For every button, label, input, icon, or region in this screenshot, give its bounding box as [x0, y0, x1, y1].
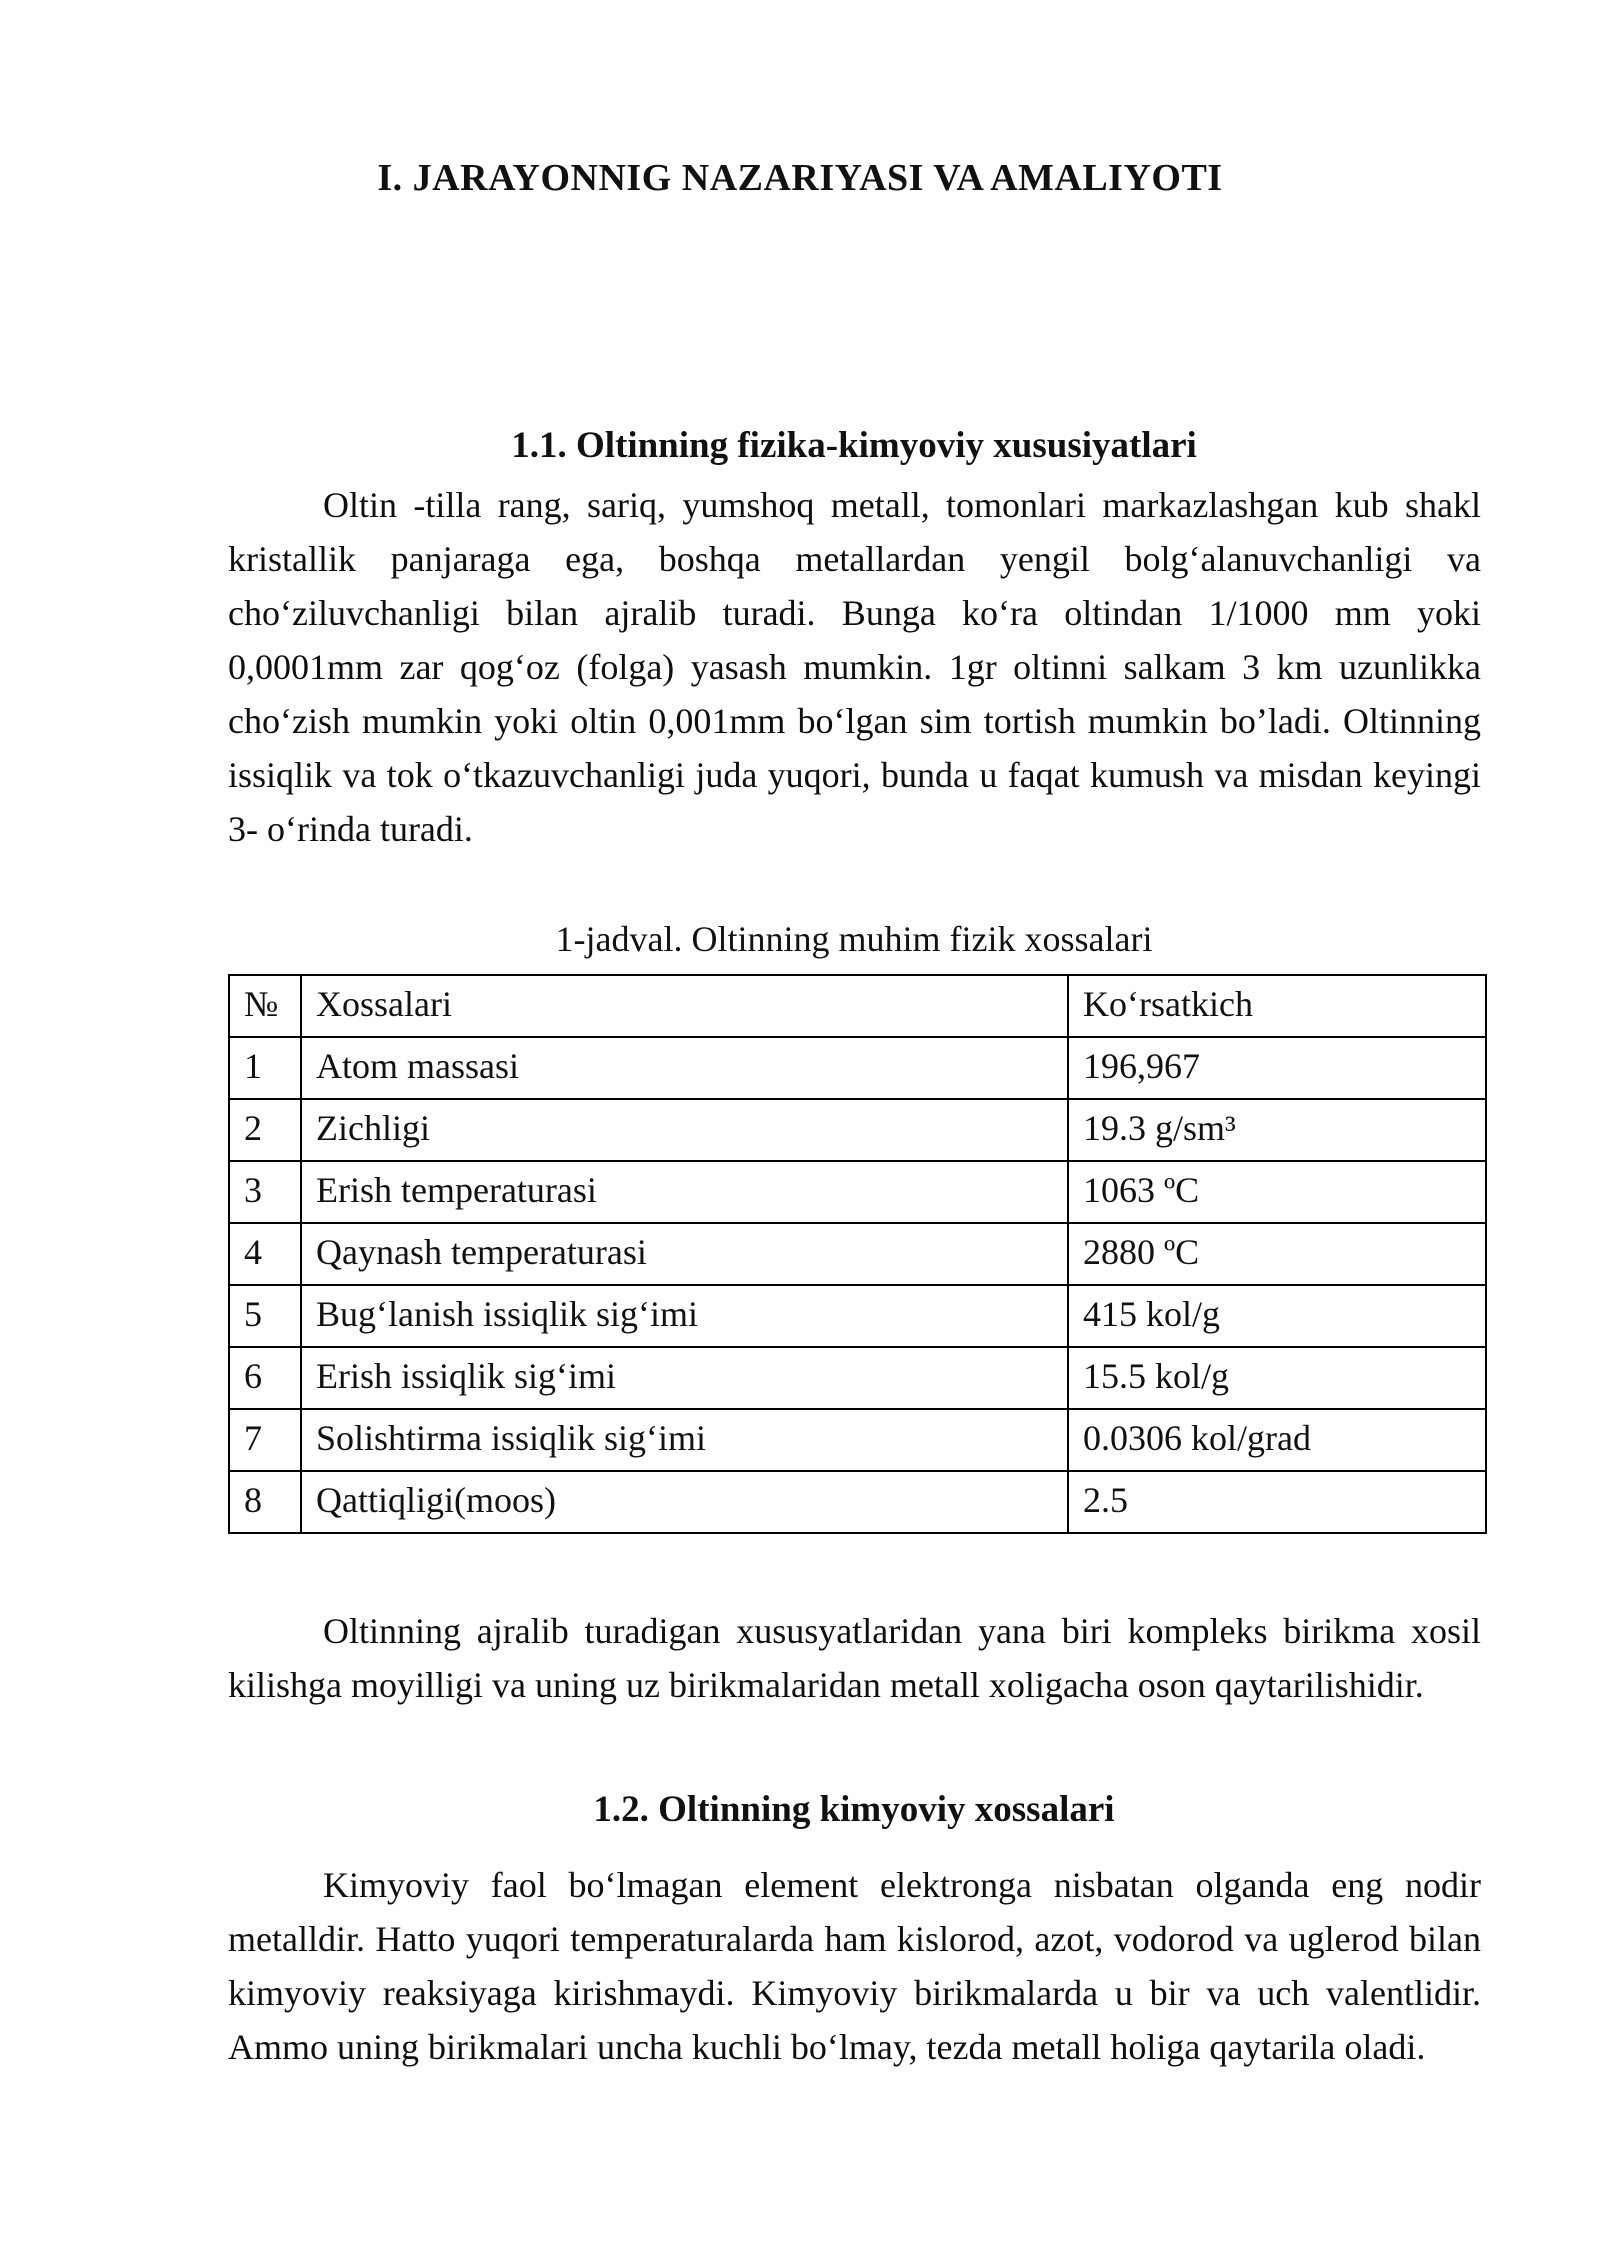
row-property: Bug‘lanish issiqlik sig‘imi: [301, 1285, 1068, 1347]
interlude-paragraph: Oltinning ajralib turadigan xususyatlaridan yana biri kompleks birikma xosil kilishga moyilligi va uning uz birikmalaridan metall xoligacha oson qaytarilishidir.: [228, 1611, 1481, 1705]
row-number: 5: [229, 1285, 301, 1347]
row-property: Qattiqligi(moos): [301, 1471, 1068, 1533]
row-value: 0.0306 kol/grad: [1068, 1409, 1486, 1471]
table-row: [229, 1347, 1486, 1409]
table-row: [229, 1223, 1486, 1285]
row-value: 2.5: [1068, 1471, 1486, 1533]
table-row: [229, 1037, 1486, 1099]
row-number: 1: [229, 1037, 301, 1099]
column-header-number: №: [229, 975, 301, 1037]
row-number: 8: [229, 1471, 301, 1533]
row-property: Atom massasi: [301, 1037, 1068, 1099]
section-1-2-heading: 1.2. Oltinning kimyoviy xossalari: [593, 1789, 1115, 1830]
chapter-title: I. JARAYONNIG NAZARIYASI VA AMALIYOTI: [377, 157, 1223, 199]
section-1-1-heading: 1.1. Oltinning fizika-kimyoviy xususiyatlari: [511, 425, 1197, 466]
row-value: 19.3 g/sm³: [1068, 1099, 1486, 1161]
row-property: Qaynash temperaturasi: [301, 1223, 1068, 1285]
table-row: [229, 1161, 1486, 1223]
section-1-1-paragraph: Oltin -tilla rang, sariq, yumshoq metall, tomonlari markazlashgan kub shakl kristallik panjaraga ega, boshqa metallardan yengil bolg‘alanuvchanligi va cho‘ziluvchanligi bilan ajralib turadi. Bunga ko‘ra oltindan 1/1000 mm yoki 0,0001mm zar qog‘oz (folga) yasash mumkin. 1gr oltinni salkam 3 km uzunlikka cho‘zish mumkin yoki oltin 0,001mm bo‘lgan sim tortish mumkin bo’ladi. Oltinning issiqlik va tok o‘tkazuvchanligi juda yuqori, bunda u faqat kumush va misdan keyingi 3- o‘rinda turadi.: [228, 485, 1481, 849]
row-property: Erish issiqlik sig‘imi: [301, 1347, 1068, 1409]
column-header-value: Ko‘rsatkich: [1068, 975, 1486, 1037]
row-value: 1063 ºC: [1068, 1161, 1486, 1223]
table-caption: 1-jadval. Oltinning muhim fizik xossalari: [555, 919, 1153, 959]
table-header-row: [229, 975, 1486, 1037]
row-property: Zichligi: [301, 1099, 1068, 1161]
gold-properties-table: [228, 974, 1487, 1534]
section-1-2-paragraph: Kimyoviy faol bo‘lmagan element elektronga nisbatan olganda eng nodir metalldir. Hatto yuqori temperaturalarda ham kislorod, azot, vodorod va uglerod bilan kimyoviy reaksiyaga kirishmaydi. Kimyoviy birikmalarda u bir va uch valentlidir. Ammo uning birikmalari uncha kuchli bo‘lmay, tezda metall holiga qaytarila oladi.: [228, 1865, 1481, 2067]
row-property: Erish temperaturasi: [301, 1161, 1068, 1223]
table-row: [229, 1285, 1486, 1347]
row-value: 415 kol/g: [1068, 1285, 1486, 1347]
table-row: [229, 1099, 1486, 1161]
row-number: 7: [229, 1409, 301, 1471]
row-property: Solishtirma issiqlik sig‘imi: [301, 1409, 1068, 1471]
table-row: [229, 1471, 1486, 1533]
table-row: [229, 1409, 1486, 1471]
row-number: 6: [229, 1347, 301, 1409]
row-number: 3: [229, 1161, 301, 1223]
row-value: 196,967: [1068, 1037, 1486, 1099]
column-header-property: Xossalari: [301, 975, 1068, 1037]
row-number: 2: [229, 1099, 301, 1161]
row-value: 15.5 kol/g: [1068, 1347, 1486, 1409]
row-value: 2880 ºC: [1068, 1223, 1486, 1285]
row-number: 4: [229, 1223, 301, 1285]
